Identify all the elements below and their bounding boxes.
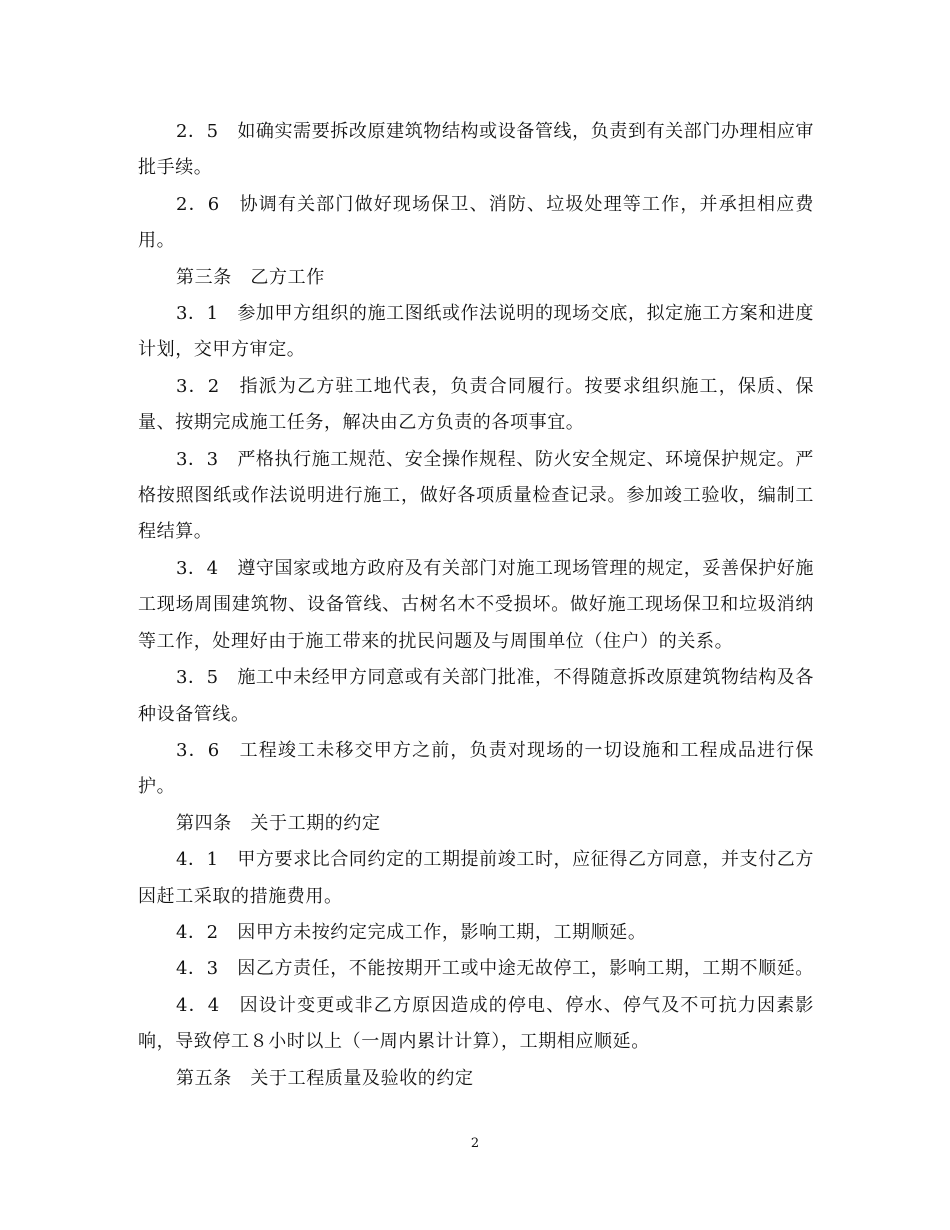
clause-2-5: 2．5 如确实需要拆改原建筑物结构或设备管线，负责到有关部门办理相应审批手续。 — [138, 121, 814, 179]
clause-3-1: 3．1 参加甲方组织的施工图纸或作法说明的现场交底，拟定施工方案和进度计划，交甲方审定。 — [138, 303, 814, 361]
clause-3-5: 3．5 施工中未经甲方同意或有关部门批准，不得随意拆改原建筑物结构及各种设备管线。 — [138, 667, 814, 725]
document-body — [138, 114, 814, 1097]
article-3-heading: 第三条 乙方工作 — [176, 266, 325, 288]
clause-3-6: 3．6 工程竣工未移交甲方之前，负责对现场的一切设施和工程成品进行保护。 — [138, 739, 814, 798]
clause-3-4: 3．4 遵守国家或地方政府及有关部门对施工现场管理的规定，妥善保护好施工现场周围建筑物、设备管线、古树名木不受损坏。做好施工现场保卫和垃圾消纳等工作，处理好由于施工带来的扰民问题及与周围单位（住户）的关系。 — [138, 557, 814, 652]
clause-4-1: 4．1 甲方要求比合同约定的工期提前竣工时，应征得乙方同意，并支付乙方因赶工采取的措施费用。 — [138, 849, 814, 907]
article-4-heading: 第四条 关于工期的约定 — [176, 812, 381, 834]
article-5-heading: 第五条 关于工程质量及验收的约定 — [176, 1067, 474, 1089]
clause-4-3: 4．3 因乙方责任，不能按期开工或中途无故停工，影响工期，工期不顺延。 — [176, 958, 814, 980]
clause-3-2: 3．2 指派为乙方驻工地代表，负责合同履行。按要求组织施工，保质、保量、按期完成施工任务，解决由乙方负责的各项事宜。 — [138, 375, 814, 434]
clause-4-4: 4．4 因设计变更或非乙方原因造成的停电、停水、停气及不可抗力因素影响，导致停工８小时以上（一周内累计计算），工期相应顺延。 — [138, 994, 814, 1053]
clause-3-3: 3．3 严格执行施工规范、安全操作规程、防火安全规定、环境保护规定。严格按照图纸或作法说明进行施工，做好各项质量检查记录。参加竣工验收，编制工程结算。 — [138, 448, 814, 543]
clause-4-2: 4．2 因甲方未按约定完成工作，影响工期，工期顺延。 — [176, 921, 647, 943]
page-number: 2 — [470, 1136, 480, 1151]
clause-2-6: 2．6 协调有关部门做好现场保卫、消防、垃圾处理等工作，并承担相应费用。 — [138, 193, 814, 252]
